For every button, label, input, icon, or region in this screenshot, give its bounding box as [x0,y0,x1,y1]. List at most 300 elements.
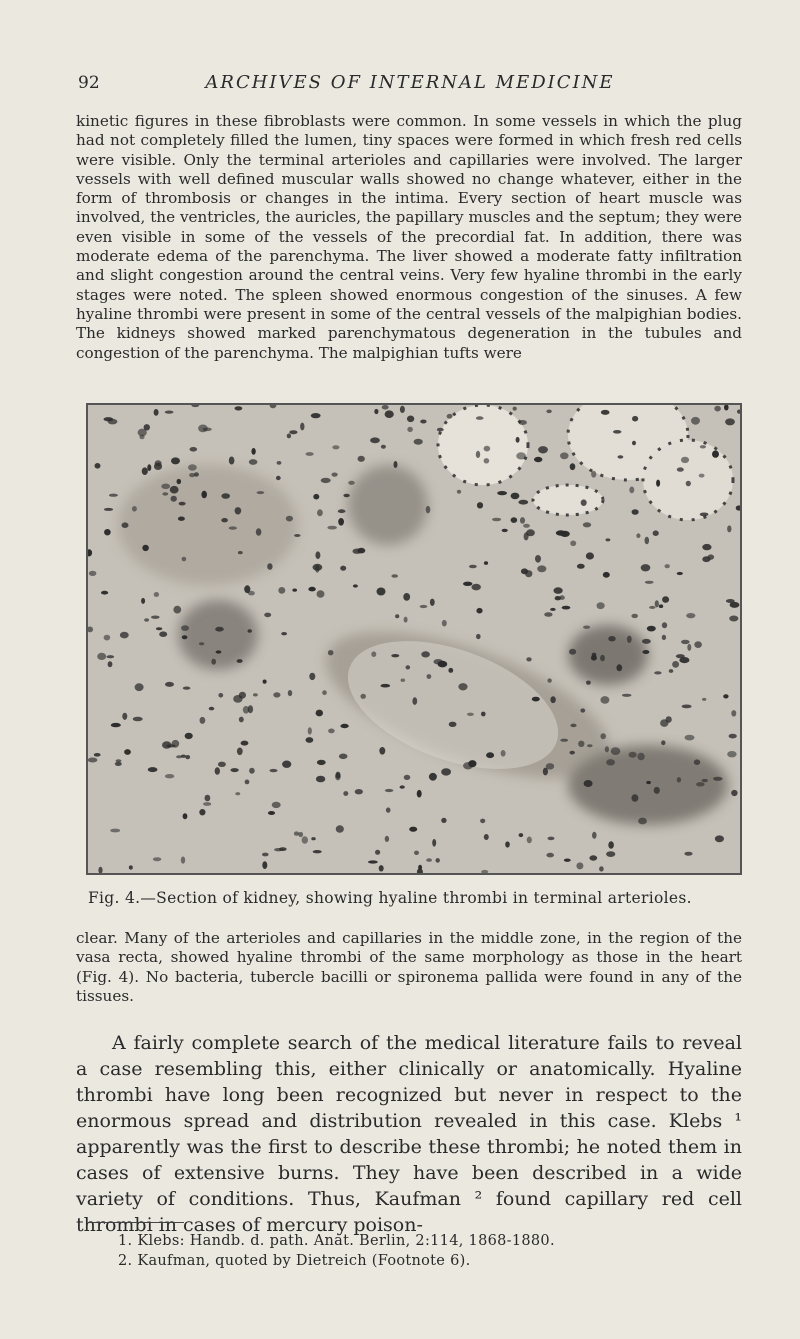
cell-nucleus [267,563,272,570]
cell-nucleus [601,410,610,415]
cell-nucleus [317,509,323,516]
cell-nucleus [322,690,327,695]
cell-nucleus [696,782,705,786]
cell-nucleus [353,584,358,587]
cell-nucleus [544,612,552,617]
cell-nucleus [665,564,670,568]
cell-nucleus [172,740,180,748]
cell-nucleus [511,517,518,523]
cell-nucleus [570,724,576,728]
cell-nucleus [726,599,735,603]
cell-nucleus [723,694,728,698]
cell-nucleus [355,789,363,794]
cell-nucleus [385,789,394,792]
cell-nucleus [317,590,325,597]
cell-nucleus [218,762,226,767]
cell-nucleus [358,456,365,462]
cell-nucleus [426,858,432,862]
cell-nucleus [315,551,320,559]
cell-nucleus [685,735,695,741]
cell-nucleus [656,480,660,487]
cell-nucleus [185,755,190,759]
cell-nucleus [120,632,129,639]
cell-nucleus [374,409,378,414]
cell-nucleus [277,461,282,465]
cell-nucleus [412,697,417,705]
cell-nucleus [357,548,365,554]
cell-nucleus [603,572,610,578]
cell-nucleus [178,517,185,521]
cell-nucleus [702,698,706,701]
cell-nucleus [332,445,339,449]
cell-nucleus [156,627,162,630]
cell-nucleus [605,746,609,752]
cell-nucleus [162,741,171,748]
cell-nucleus [216,650,222,653]
cell-nucleus [94,753,101,757]
cell-nucleus [548,837,555,841]
cell-nucleus [647,626,656,632]
cell-nucleus [165,411,174,414]
cell-nucleus [154,592,159,597]
cell-nucleus [519,833,524,837]
cell-nucleus [642,650,649,654]
cell-nucleus [183,687,191,690]
cell-nucleus [687,644,691,651]
cell-nucleus [584,780,593,787]
cell-nucleus [432,839,436,847]
cell-nucleus [313,850,322,853]
cell-nucleus [360,694,366,699]
cell-nucleus [298,832,303,837]
cell-nucleus [421,651,430,657]
cell-nucleus [681,457,689,463]
cell-nucleus [591,655,597,661]
cell-nucleus [556,530,566,535]
cell-nucleus [244,585,250,593]
cell-nucleus [251,448,255,455]
cell-nucleus [170,486,179,494]
cell-nucleus [662,635,666,640]
cell-nucleus [669,669,674,673]
cell-nucleus [286,516,293,522]
cell-nucleus [144,618,149,621]
cell-nucleus [132,506,137,512]
cell-nucleus [592,832,597,839]
cell-nucleus [311,413,321,418]
cell-nucleus [505,841,510,847]
cell-nucleus [672,661,679,668]
cell-nucleus [135,683,144,691]
cell-nucleus [516,437,520,443]
cell-nucleus [101,591,108,595]
cell-nucleus [215,767,220,774]
cell-nucleus [702,544,711,550]
cell-nucleus [264,613,271,618]
cell-nucleus [229,526,237,529]
cell-nucleus [181,857,185,864]
cell-nucleus [375,850,380,855]
cell-nucleus [631,614,638,618]
cell-nucleus [702,556,710,562]
cell-nucleus [700,445,706,448]
cell-nucleus [189,473,195,477]
cell-nucleus [294,534,301,537]
body-paragraph-1: kinetic figures in these fibroblasts were common. In some vessels in which the plug had not completely filled the lumen, tiny spaces were formed in which fresh red cells were visible. Only the terminal arterioles and capillaries were involved. The larger vessels with well defined muscular walls showed no change whatever, either in the form of thrombosis or changes in the intima. Every section of heart muscle was involved, the ventricles, the auricles, the papillary muscles and the septum; they were even visible in some of the vessels of the precordial fat. In addition, there was moderate edema of the parenchyma. The liver showed a moderate fatty infiltration and slight congestion around the central veins. Very few hyaline thrombi in the early stages were noted. The spleen showed enormous congestion of the sinuses. A few hyaline thrombi were present in some of the central vessels of the malpighian bodies. The kidneys showed marked parenchymatous degeneration in the tubules and congestion of the parenchyma. The malpighian tufts were [76,112,742,362]
cell-nucleus [516,452,526,459]
cell-nucleus [147,464,151,471]
cell-nucleus [632,509,639,515]
cell-nucleus [381,684,391,688]
cell-nucleus [403,593,410,601]
cell-nucleus [108,419,118,425]
cell-nucleus [377,588,386,596]
cell-nucleus [414,439,423,445]
cell-nucleus [677,467,684,471]
cell-nucleus [449,722,457,727]
cell-nucleus [306,452,314,456]
cell-nucleus [183,813,188,819]
cell-nucleus [653,530,659,536]
cell-nucleus [699,474,705,478]
cell-nucleus [151,616,160,619]
cell-nucleus [328,650,334,655]
cell-nucleus [532,697,540,702]
cell-nucleus [600,655,605,662]
cell-nucleus [95,463,101,469]
cell-nucleus [501,750,506,757]
cell-nucleus [116,759,122,762]
cell-nucleus [537,565,546,572]
cell-nucleus [159,631,167,637]
cell-nucleus [407,427,413,432]
cell-nucleus [731,710,736,716]
cell-nucleus [525,570,532,577]
cell-nucleus [606,851,615,857]
cell-nucleus [414,851,419,855]
cell-nucleus [400,406,405,413]
cell-nucleus [430,599,435,606]
cell-nucleus [391,654,399,657]
cell-nucleus [165,682,174,687]
cell-nucleus [253,693,258,696]
cell-nucleus [382,405,389,410]
cell-nucleus [457,490,461,494]
cell-nucleus [281,632,287,635]
cell-nucleus [248,629,252,633]
cell-nucleus [235,507,242,514]
cell-nucleus [613,430,621,434]
cell-nucleus [600,696,609,704]
cell-nucleus [547,678,551,682]
cell-nucleus [124,749,131,755]
cell-nucleus [476,451,480,458]
cell-nucleus [472,584,481,591]
cell-nucleus [201,491,207,499]
cell-nucleus [409,827,417,832]
cell-nucleus [437,428,444,432]
cell-nucleus [348,481,355,485]
cell-nucleus [681,640,690,644]
cell-nucleus [404,617,408,623]
cell-nucleus [527,837,532,844]
cell-nucleus [385,410,394,418]
cell-nucleus [381,445,386,449]
cell-nucleus [583,626,590,629]
cell-nucleus [404,775,411,780]
cell-nucleus [133,717,143,722]
cell-nucleus [142,545,149,551]
cell-nucleus [97,653,106,660]
cell-nucleus [555,596,561,600]
cell-nucleus [583,522,591,527]
cell-nucleus [497,491,507,495]
cell-nucleus [645,581,654,584]
cell-nucleus [231,768,239,772]
cell-nucleus [560,739,568,742]
cell-nucleus [611,747,621,755]
cell-nucleus [221,493,230,499]
cell-nucleus [641,564,651,571]
cell-nucleus [104,508,113,511]
cell-nucleus [332,473,338,477]
cell-nucleus [436,858,440,863]
cell-nucleus [313,494,319,500]
cell-nucleus [492,518,501,521]
cell-nucleus [108,661,113,667]
cell-nucleus [600,733,606,739]
cell-nucleus [181,755,186,758]
cell-nucleus [511,493,520,500]
cell-nucleus [138,429,147,437]
cell-nucleus [642,639,651,644]
cell-nucleus [417,790,422,798]
cell-nucleus [654,671,661,674]
cell-nucleus [338,518,344,526]
cell-nucleus [569,649,576,655]
cell-nucleus [182,635,188,639]
cell-nucleus [578,741,584,747]
cell-nucleus [467,713,474,716]
cell-nucleus [340,724,348,728]
cell-nucleus [235,792,240,795]
cell-nucleus [278,587,285,594]
cell-nucleus [468,760,476,767]
cell-nucleus [550,696,555,703]
cell-nucleus [385,836,389,842]
cell-nucleus [343,791,348,796]
cell-nucleus [211,659,216,665]
cell-nucleus [395,614,399,618]
cell-nucleus [661,740,665,745]
cell-nucleus [659,604,663,608]
cell-nucleus [270,769,278,772]
cell-nucleus [469,565,477,568]
cell-nucleus [273,692,280,697]
cell-nucleus [427,674,432,679]
cell-nucleus [171,496,177,502]
micrograph-image [88,405,740,873]
cell-nucleus [476,416,484,420]
cell-nucleus [562,606,571,610]
cell-nucleus [263,680,267,684]
cell-nucleus [580,708,585,712]
cell-nucleus [589,855,597,860]
cell-nucleus [316,710,323,717]
cell-nucleus [727,751,736,757]
cell-nucleus [645,537,650,544]
footnote-rule [88,1222,184,1223]
cell-nucleus [239,717,244,723]
cell-nucleus [104,635,111,641]
cell-nucleus [294,831,299,835]
cell-nucleus [221,518,228,522]
cell-nucleus [199,642,204,645]
cell-nucleus [632,441,636,446]
cell-nucleus [257,491,265,494]
cell-nucleus [618,455,624,458]
cell-nucleus [662,596,669,603]
cell-nucleus [518,500,528,505]
cell-nucleus [394,461,398,468]
cell-nucleus [727,525,731,532]
cell-nucleus [379,865,384,871]
cell-nucleus [237,748,243,756]
cell-nucleus [715,835,724,842]
cell-nucleus [142,467,148,475]
cell-nucleus [338,509,346,513]
cell-nucleus [458,683,467,690]
cell-nucleus [274,848,283,851]
cell-nucleus [550,608,556,611]
cell-nucleus [636,533,640,538]
cell-nucleus [729,616,738,622]
cell-nucleus [122,522,129,528]
cell-nucleus [564,859,571,862]
cell-nucleus [327,526,337,530]
footnote-1: 1. Klebs: Handb. d. path. Anat. Berlin, 2:114, 1868-1880. [118,1233,555,1249]
cell-nucleus [188,464,197,470]
cell-nucleus [570,751,575,755]
cell-nucleus [526,529,535,536]
cell-nucleus [289,430,297,434]
cell-nucleus [182,557,187,562]
cell-nucleus [660,719,668,727]
cell-nucleus [203,802,211,806]
cell-nucleus [632,416,638,422]
figure-caption: Fig. 4.—Section of kidney, showing hyaline thrombi in terminal arterioles. [88,889,692,907]
cell-nucleus [570,541,576,547]
cell-nucleus [546,853,554,858]
cell-nucleus [484,834,489,840]
cell-nucleus [712,450,719,457]
cell-nucleus [543,768,548,776]
cell-nucleus [262,853,269,857]
cell-nucleus [368,860,378,863]
cell-nucleus [306,737,314,743]
cell-nucleus [104,529,111,535]
cell-nucleus [519,420,527,425]
cell-nucleus [526,657,531,661]
cell-nucleus [448,668,453,673]
cell-nucleus [480,819,485,824]
cell-nucleus [502,529,508,532]
cell-nucleus [300,423,304,431]
cell-nucleus [713,777,723,781]
cell-nucleus [262,861,267,869]
cell-nucleus [177,479,182,484]
cell-nucleus [606,759,615,765]
cell-nucleus [308,587,315,592]
cell-nucleus [441,818,446,823]
cell-nucleus [616,664,622,671]
cell-nucleus [276,476,281,480]
cell-nucleus [677,572,683,575]
cell-nucleus [576,862,583,869]
cell-nucleus [599,866,604,871]
cell-nucleus [649,606,655,609]
cell-nucleus [438,661,448,668]
cell-nucleus [282,761,291,768]
cell-nucleus [684,852,692,856]
cell-nucleus [107,655,115,658]
cell-nucleus [534,457,542,462]
cell-nucleus [343,494,349,497]
cell-nucleus [629,752,637,758]
cell-nucleus [209,707,215,711]
cell-nucleus [109,494,118,497]
cell-nucleus [309,673,315,680]
cell-nucleus [313,564,323,571]
cell-nucleus [88,758,97,763]
cell-nucleus [110,829,120,833]
cell-nucleus [729,734,737,739]
cell-nucleus [637,753,644,761]
cell-nucleus [391,574,398,578]
cell-nucleus [627,636,632,643]
cell-nucleus [586,681,591,685]
cell-nucleus [677,777,681,782]
cell-nucleus [243,706,249,714]
page-number: 92 [78,73,100,93]
cell-nucleus [538,446,548,453]
cell-nucleus [292,589,297,592]
cell-nucleus [185,733,193,739]
cell-nucleus [442,620,447,627]
cell-nucleus [340,566,346,571]
cell-nucleus [622,694,632,697]
cell-nucleus [597,602,605,609]
cell-nucleus [122,713,127,720]
cell-nucleus [153,857,161,861]
cell-nucleus [311,837,315,840]
cell-nucleus [476,634,481,639]
cell-nucleus [714,406,721,412]
cell-nucleus [691,417,700,425]
footnote-2: 2. Kaufman, quoted by Dietreich (Footnote 6). [118,1253,471,1269]
cell-nucleus [577,564,585,569]
cell-nucleus [662,622,667,628]
cell-nucleus [328,729,335,734]
cell-nucleus [316,776,325,783]
cell-nucleus [249,768,255,774]
cell-nucleus [429,773,437,781]
cell-nucleus [245,780,250,785]
cell-nucleus [520,517,525,524]
cell-nucleus [241,741,249,746]
figure-kidney-micrograph [86,403,742,875]
cell-nucleus [199,809,205,815]
